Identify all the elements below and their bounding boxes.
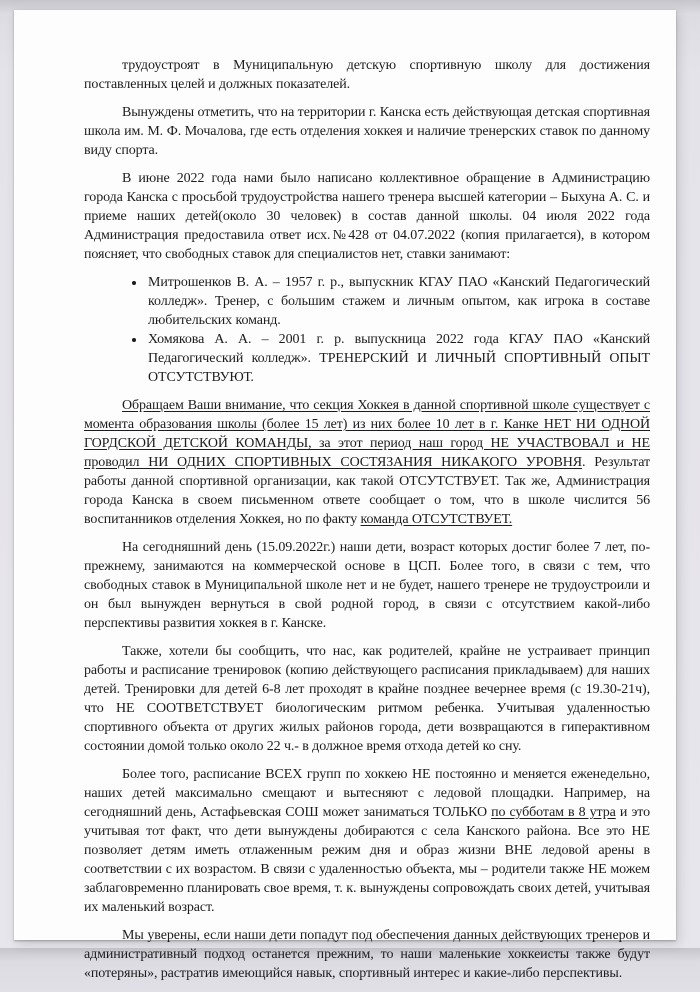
- paragraph: [84, 56, 650, 94]
- text-run: Также, хотели бы сообщить, что нас, как родителей, крайне не устраивает принцип работы и расписание тренировок (копию действующего расписания прикладываем) для наших детей. Тренировки для детей 6-8 лет проходят в крайне позднее вечернее время (с 19.30-21ч), что НЕ СООТВЕТСТВУЕТ биологическим ритмом ребенка. Учитывая удаленностью спортивного объекта от других жилых районов города, дети возвращаются в гиперактивном состоянии домой только около 22 ч.- в должное время отхода детей ко сну.: [84, 644, 650, 754]
- paragraph: [84, 103, 650, 160]
- text-run: . Результат работы данной спортивной организации, как такой ОТСУТСТВУЕТ. Так же, Администрация города Канска в своем письменном ответе сообщает о том, что в школе числится 56 воспитанников отделения Хоккея, но по факту: [84, 455, 650, 527]
- document-page: [14, 10, 676, 981]
- paragraph: [84, 642, 650, 756]
- paragraph: [84, 169, 650, 264]
- text-run: На сегодняшний день (15.09.2022г.) наши дети, возраст которых достиг более 7 лет, по-прежнему, занимаются на коммерческой основе в ЦСП. Более того, в связи с тем, что свободных ставок в Муниципальной школе нет и не будет, нашего тренере не трудоустроили и он был вынужден вернуться в свой родной город, в связи с отсутствием какой-либо перспективы развития хоккея в г. Канске.: [84, 540, 650, 631]
- text-run: трудоустроят в Муниципальную детскую спортивную школу для достижения поставленных целей и должных показателей.: [84, 58, 650, 92]
- text-run: и это учитывая тот факт, что дети вынуждены добираются с села Канского района. Все это НЕ позволяет детям иметь отлаженным режим дня и образ жизни ВНЕ ледовой арены в соответствии с их возрастом. В связи с удаленностью объекта, мы – родители также НЕ можем заблаговременно планировать свое время, т. к. вынуждены сопровождать своих детей, учитывая их маленький возраст.: [84, 805, 651, 915]
- text-run: Хомякова А. А. – 2001 г. р. выпускница 2022 года КГАУ ПАО «Канский Педагогический колледж». ТРЕНЕРСКИЙ И ЛИЧНЫЙ СПОРТИВНЫЙ ОПЫТ ОТСУТСТВУЮТ.: [148, 332, 650, 385]
- text-run: В июне 2022 года нами было написано коллективное обращение в Администрацию города Канска с просьбой трудоустройства нашего тренера высшей категории – Быхуна А. С. и приеме наших детей(около 30 человек) в состав данной школы. 04 июля 2022 года Администрация предоставила ответ исх.№428 от 04.07.2022 (копия прилагается), в котором поясняет, что свободных ставок для специалистов нет, ставки занимают:: [84, 171, 650, 262]
- bullet-list: [84, 273, 650, 387]
- text-run: Обращаем Ваши внимание, что секция Хоккея в данной спортивной школе существует с момента образования школы (более 15 лет) из них более 10 лет в г. Канке НЕТ НИ ОДНОЙ ГОРДСКОЙ ДЕТСКОЙ КОМАНДЫ, за этот период наш город НЕ УЧАСТВОВАЛ и НЕ проводил НИ ОДНИХ СПОРТИВНЫХ СОСТЯЗАНИЯ НИКАКОГО УРОВНЯ: [84, 398, 650, 470]
- text-run: Вынуждены отметить, что на территории г. Канска есть действующая детская спортивная школа им. М. Ф. Мочалова, где есть отделения хоккея и наличие тренерских ставок по данному виду спорта.: [84, 105, 650, 158]
- paragraph: [84, 765, 650, 917]
- text-run: Митрошенков В. А. – 1957 г. р., выпускник КГАУ ПАО «Канский Педагогический колледж». Тренер, с большим стажем и личным опытом, как игрока в составе любительских команд.: [148, 275, 650, 328]
- document-body-text: [84, 56, 650, 992]
- text-run: по субботам в 8 утра: [491, 805, 616, 820]
- paragraph: [84, 396, 650, 529]
- paragraph: [84, 538, 650, 633]
- text-run: Более того, расписание ВСЕХ групп по хоккею НЕ постоянно и меняется еженедельно, наших детей максимально смещают и вытесняют с ледовой площадки. Например, на сегодняшний день, Астафьевская СОШ может заниматься ТОЛЬКО: [84, 767, 650, 820]
- list-item: [146, 330, 650, 387]
- paragraph: [84, 926, 650, 983]
- text-run: команда ОТСУТСТВУЕТ.: [360, 512, 513, 527]
- text-run: Мы уверены, если наши дети попадут под обеспечения данных действующих тренеров и административный подход останется прежним, то наши маленькие хоккеисты также будут «потеряны», растратив имеющийся навык, спортивный интерес и какие-либо перспективы.: [84, 928, 650, 981]
- list-item: [146, 273, 650, 330]
